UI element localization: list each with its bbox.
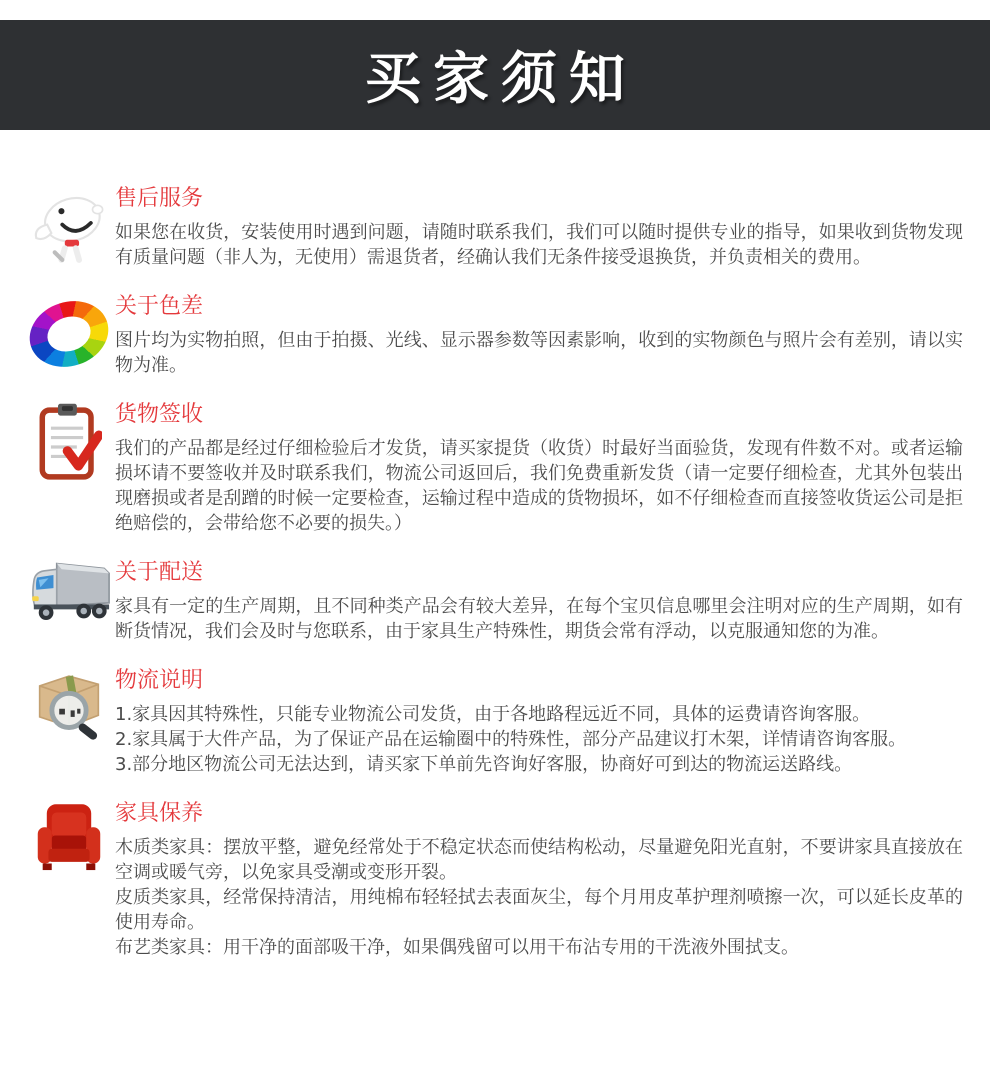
section-content — [115, 400, 963, 536]
delivery-truck-icon — [24, 560, 114, 626]
section-heading: 货物签收 — [115, 402, 204, 427]
delivery-truck-icon — [22, 558, 115, 644]
section-paragraph: 如果您在收货，安装使用时遇到问题，请随时联系我们，我们可以随时提供专业的指导，如果收到货物发现有质量问题（非人为，无使用）需退货者，经确认我们无条件接受退换货，并负责相关的费用。 — [115, 222, 963, 268]
page-header-banner — [0, 20, 990, 130]
jd-dog-mascot-icon — [22, 184, 115, 270]
page-title: 买家须知 — [365, 47, 637, 112]
section-heading: 售后服务 — [115, 186, 204, 211]
section-color-difference — [22, 292, 963, 378]
section-heading: 物流说明 — [115, 668, 204, 693]
section-furniture-care — [22, 799, 963, 960]
notice-sections — [0, 130, 990, 960]
section-paragraph: 图片均为实物拍照，但由于拍摄、光线、显示器参数等因素影响，收到的实物颜色与照片会有差别，请以实物为准。 — [115, 330, 963, 376]
red-armchair-icon — [32, 801, 106, 875]
clipboard-check-icon — [36, 402, 102, 481]
section-paragraph: 布艺类家具：用干净的面部吸干净，如果偶残留可以用干布沾专用的干洗液外围拭支。 — [115, 937, 799, 958]
buyer-notice-page — [0, 20, 990, 960]
section-delivery — [22, 558, 963, 644]
section-content — [115, 558, 963, 644]
section-paragraph: 2.家具属于大件产品，为了保证产品在运输圈中的特殊性，部分产品建议打木架，详情请咨询客服。 — [115, 729, 907, 750]
section-after-sales-service — [22, 184, 963, 270]
section-logistics-notes — [22, 666, 963, 777]
section-goods-receipt — [22, 400, 963, 536]
section-heading: 家具保养 — [115, 801, 204, 826]
section-content — [115, 666, 963, 777]
clipboard-check-icon — [22, 400, 115, 536]
section-paragraph: 1.家具因其特殊性，只能专业物流公司发货，由于各地路程远近不同，具体的运费请咨询客服。 — [115, 704, 871, 725]
section-paragraph: 木质类家具：摆放平整，避免经常处于不稳定状态而使结构松动，尽量避免阳光直射，不要讲家具直接放在空调或暖气旁，以免家具受潮或变形开裂。 — [115, 837, 963, 883]
section-content — [115, 799, 963, 960]
section-paragraph: 皮质类家具，经常保持清洁，用纯棉布轻轻拭去表面灰尘，每个月用皮革护理剂喷擦一次，可以延长皮革的使用寿命。 — [115, 887, 963, 933]
section-heading: 关于色差 — [115, 294, 204, 319]
box-magnifier-icon — [22, 666, 115, 777]
section-paragraph: 3.部分地区物流公司无法达到，请买家下单前先咨询好客服，协商好可到达的物流运送路线。 — [115, 754, 853, 775]
color-wheel-icon — [22, 292, 115, 378]
section-paragraph: 家具有一定的生产周期，且不同种类产品会有较大差异，在每个宝贝信息哪里会注明对应的生产周期，如有断货情况，我们会及时与您联系，由于家具生产特殊性，期货会常有浮动，以克服通知您的为准。 — [115, 596, 963, 642]
color-wheel-hole — [42, 311, 94, 357]
section-paragraph: 我们的产品都是经过仔细检验后才发货，请买家提货（收货）时最好当面验货，发现有件数不对。或者运输损坏请不要签收并及时联系我们，物流公司返回后，我们免费重新发货（请一定要仔细检查，尤其外包装出现磨损或者是刮蹭的时候一定要检查，运输过程中造成的货物损坏，如不仔细检查而直接签收货运公司是拒绝赔偿的，会带给您不必要的损失。） — [115, 438, 963, 534]
box-magnifier-icon — [28, 668, 110, 743]
color-wheel-icon — [21, 291, 117, 377]
jd-dog-mascot-icon — [27, 186, 111, 270]
section-content — [115, 292, 963, 378]
section-heading: 关于配送 — [115, 560, 204, 585]
red-armchair-icon — [22, 799, 115, 960]
section-content — [115, 184, 963, 270]
